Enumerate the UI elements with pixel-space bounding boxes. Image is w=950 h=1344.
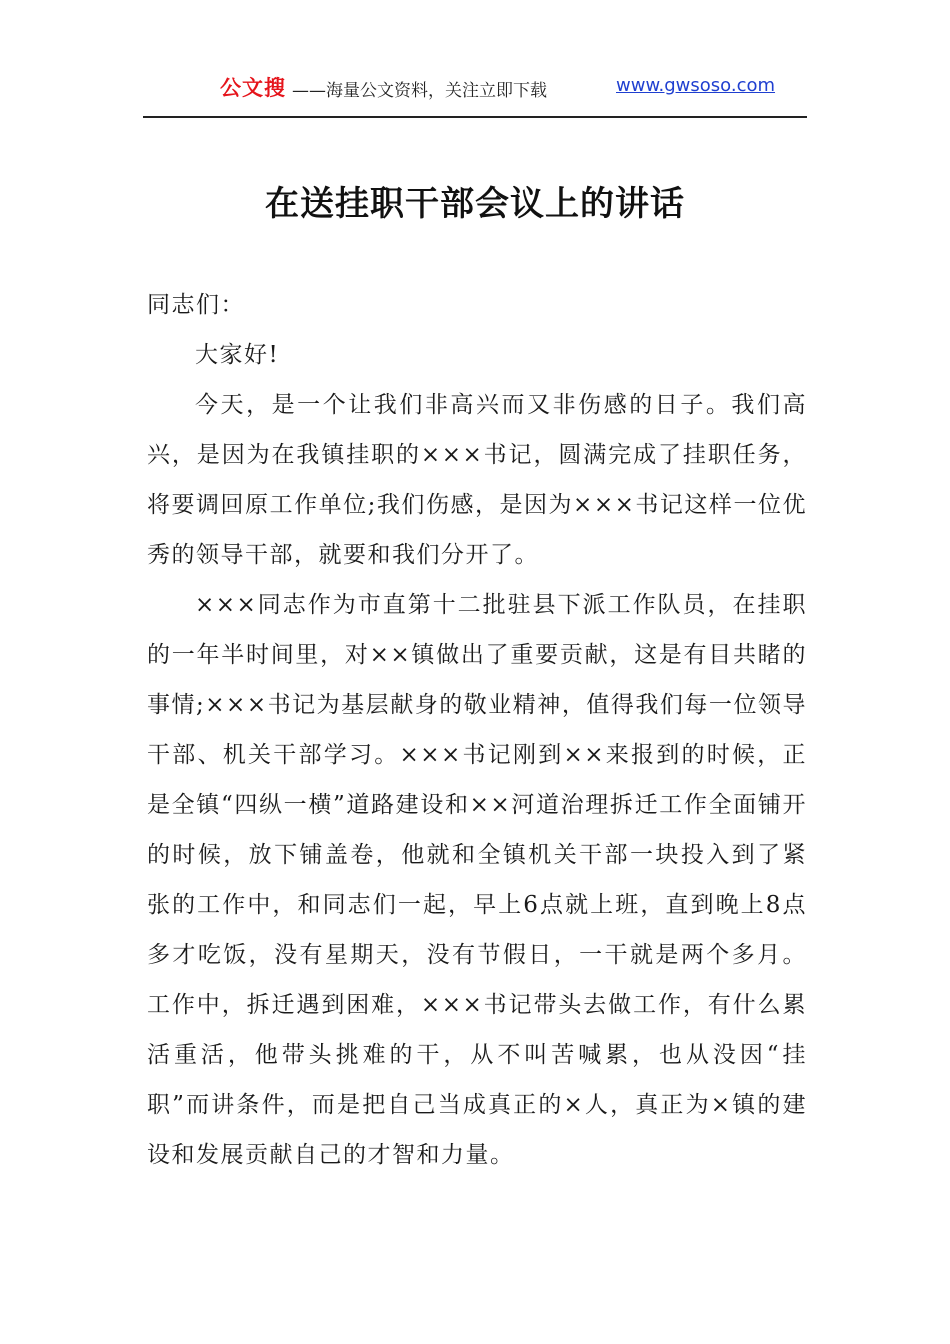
brand-logo-text: 公文搜: [220, 76, 286, 100]
paragraph: 今天，是一个让我们非高兴而又非伤感的日子。我们高兴，是因为在我镇挂职的×××书记，圆满完成了挂职任务，将要调回原工作单位;我们伤感，是因为×××书记这样一位优秀的领导干部，就要和我们分开了。: [147, 392, 807, 568]
paragraph: 大家好!: [195, 342, 280, 368]
website-link[interactable]: www.gwsoso.com: [616, 75, 776, 96]
paragraph: ×××同志作为市直第十二批驻县下派工作队员，在挂职的一年半时间里，对××镇做出了重要贡献，这是有目共睹的事情;×××书记为基层献身的敬业精神，值得我们每一位领导干部、机关干部学习。×××书记刚到××来报到的时候，正是全镇“四纵一横”道路建设和××河道治理拆迁工作全面铺开的时候，放下铺盖卷，他就和全镇机关干部一块投入到了紧张的工作中，和同志们一起，早上6点就上班，直到晚上8点多才吃饭，没有星期天，没有节假日，一干就是两个多月。工作中，拆迁遇到困难，×××书记带头去做工作，有什么累活重活，他带头挑难的干，从不叫苦喊累，也从没因“挂职”而讲条件，而是把自己当成真正的×人，真正为×镇的建设和发展贡献自己的才智和力量。: [147, 592, 807, 1168]
header-divider: [143, 116, 807, 118]
site-header: [146, 70, 806, 106]
salutation: 同志们：: [147, 292, 245, 318]
document-body: [147, 280, 807, 1180]
document-title: 在送挂职干部会议上的讲话: [265, 184, 685, 224]
header-slogan: ——海量公文资料，关注立即下载: [292, 81, 547, 101]
